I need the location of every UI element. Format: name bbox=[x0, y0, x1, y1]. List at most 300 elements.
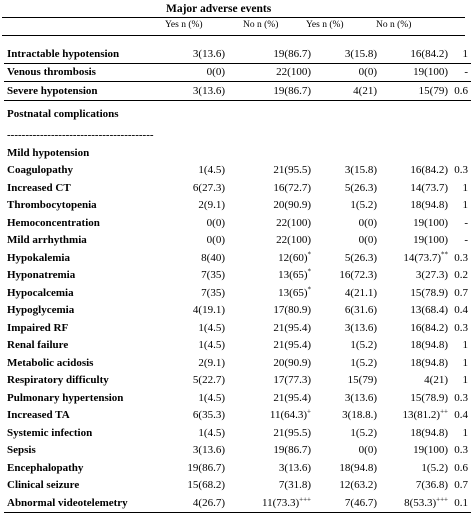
row-label bbox=[4, 232, 162, 250]
cell-no-2 bbox=[377, 100, 448, 127]
cell-no-1-text: 7(31.8) bbox=[278, 479, 311, 492]
cell-yes-1-text: 8(40) bbox=[201, 251, 225, 264]
cell-p-value-text: 1 bbox=[462, 181, 468, 194]
cell-p-value bbox=[448, 284, 471, 302]
cell-yes-1 bbox=[162, 389, 225, 407]
cell-no-1 bbox=[225, 372, 311, 390]
cell-no-1-text: 16(72.7) bbox=[273, 181, 311, 194]
cell-no-1 bbox=[225, 127, 311, 145]
cell-yes-2-text: 4(21) bbox=[353, 84, 377, 97]
cell-no-2 bbox=[377, 214, 448, 232]
cell-no-2 bbox=[377, 354, 448, 372]
row-label-text: Sepsis bbox=[7, 444, 36, 457]
cell-p-value-text: 0.3 bbox=[454, 251, 468, 264]
cell-yes-2-text: 12(63.2) bbox=[339, 479, 377, 492]
row-label-text: Respiratory difficulty bbox=[7, 374, 109, 387]
cell-p-value bbox=[448, 179, 471, 197]
cell-no-2-text: 18(94.8) bbox=[410, 426, 448, 439]
row-label bbox=[4, 319, 162, 337]
row-label bbox=[4, 372, 162, 390]
cell-no-1 bbox=[225, 249, 311, 267]
cell-yes-1 bbox=[162, 127, 225, 145]
footnote-marker: ++ bbox=[440, 407, 448, 416]
cell-no-2 bbox=[377, 424, 448, 442]
cell-no-2 bbox=[377, 45, 448, 63]
cell-yes-2-text: 0(0) bbox=[358, 444, 377, 457]
row-label-text: Coagulopathy bbox=[7, 164, 74, 177]
cell-no-2-text: 16(84.2) bbox=[410, 47, 448, 60]
row-label-text: Mild arrhythmia bbox=[7, 234, 87, 247]
cell-p-value bbox=[448, 63, 471, 82]
table-row bbox=[4, 144, 471, 162]
cell-no-2-text: 18(94.8) bbox=[410, 199, 448, 212]
cell-no-1-text: 11(73.3) bbox=[261, 496, 300, 509]
cell-yes-2 bbox=[311, 372, 377, 390]
row-label bbox=[4, 82, 162, 101]
cell-yes-2-text: 16(72.3) bbox=[339, 269, 377, 282]
cell-no-1 bbox=[225, 144, 311, 162]
cell-yes-2-text: 6(31.6) bbox=[344, 304, 377, 317]
table-row bbox=[4, 100, 471, 127]
row-label-text: Increased CT bbox=[7, 181, 71, 194]
cell-yes-2-text: 15(79) bbox=[347, 374, 377, 387]
cell-no-1-text: 21(95.4) bbox=[273, 339, 311, 352]
cell-p-value bbox=[448, 162, 471, 180]
row-label bbox=[4, 494, 162, 512]
row-label-text: Metabolic acidosis bbox=[7, 356, 94, 369]
table-row bbox=[4, 494, 471, 512]
cell-p-value bbox=[448, 214, 471, 232]
cell-no-2 bbox=[377, 267, 448, 285]
footnote-marker: ** bbox=[441, 250, 448, 259]
table-row bbox=[4, 424, 471, 442]
cell-yes-1 bbox=[162, 197, 225, 215]
row-label bbox=[4, 63, 162, 82]
cell-yes-2-text: 1(5.2) bbox=[350, 426, 377, 439]
cell-no-2-text: 19(100) bbox=[413, 216, 448, 229]
cell-no-1 bbox=[225, 179, 311, 197]
row-label bbox=[4, 144, 162, 162]
cell-yes-2-text: 3(18.8.) bbox=[342, 409, 377, 422]
cell-yes-2 bbox=[311, 214, 377, 232]
cell-no-2-text: 1(5.2) bbox=[421, 461, 448, 474]
table-row bbox=[4, 232, 471, 250]
cell-yes-2 bbox=[311, 424, 377, 442]
cell-no-2-text: 13(68.4) bbox=[410, 304, 448, 317]
cell-p-value-text: 0.7 bbox=[454, 479, 468, 492]
row-label bbox=[4, 477, 162, 495]
cell-no-1 bbox=[225, 459, 311, 477]
cell-no-2 bbox=[377, 284, 448, 302]
cell-no-2-text: 15(78.9) bbox=[410, 391, 448, 404]
cell-yes-1-text: 19(86.7) bbox=[187, 461, 225, 474]
col-header-yes-1: Yes n (%) bbox=[165, 20, 203, 30]
cell-yes-1 bbox=[162, 82, 225, 101]
cell-no-1 bbox=[225, 354, 311, 372]
table-row bbox=[4, 319, 471, 337]
cell-yes-2 bbox=[311, 319, 377, 337]
cell-yes-2 bbox=[311, 45, 377, 63]
cell-p-value-text: 1 bbox=[462, 374, 468, 387]
cell-no-1-text: 22(100) bbox=[276, 234, 311, 247]
cell-yes-2-text: 18(94.8) bbox=[339, 461, 377, 474]
table-row bbox=[4, 179, 471, 197]
cell-yes-2 bbox=[311, 337, 377, 355]
table-row bbox=[4, 267, 471, 285]
cell-no-2-text: 7(36.8) bbox=[415, 479, 448, 492]
cell-yes-1 bbox=[162, 407, 225, 425]
cell-no-2 bbox=[377, 249, 448, 267]
cell-p-value bbox=[448, 319, 471, 337]
cell-no-1-text: 20(90.9) bbox=[273, 199, 311, 212]
cell-yes-1 bbox=[162, 284, 225, 302]
cell-no-2 bbox=[377, 494, 448, 512]
row-label-text: Renal failure bbox=[7, 339, 69, 352]
row-label bbox=[4, 249, 162, 267]
footnote-marker: + bbox=[307, 407, 311, 416]
cell-yes-1 bbox=[162, 179, 225, 197]
row-label-text: Increased TA bbox=[7, 409, 70, 422]
cell-yes-2 bbox=[311, 197, 377, 215]
cell-p-value-text: 0.4 bbox=[454, 409, 468, 422]
row-label bbox=[4, 407, 162, 425]
cell-yes-1-text: 15(68.2) bbox=[187, 479, 225, 492]
cell-no-1 bbox=[225, 267, 311, 285]
cell-p-value bbox=[448, 407, 471, 425]
cell-yes-1-text: 2(9.1) bbox=[198, 199, 225, 212]
cell-no-1-text: 17(80.9) bbox=[273, 304, 311, 317]
cell-p-value-text: 1 bbox=[462, 199, 468, 212]
row-label-text: Hemoconcentration bbox=[7, 216, 100, 229]
cell-p-value-text: 1 bbox=[462, 426, 468, 439]
cell-no-1 bbox=[225, 82, 311, 101]
cell-no-1 bbox=[225, 337, 311, 355]
cell-yes-1 bbox=[162, 232, 225, 250]
row-label bbox=[4, 284, 162, 302]
cell-no-1 bbox=[225, 197, 311, 215]
table-row bbox=[4, 337, 471, 355]
cell-no-1 bbox=[225, 494, 311, 512]
cell-p-value bbox=[448, 267, 471, 285]
row-label-text: Hypokalemia bbox=[7, 251, 70, 264]
cell-yes-2 bbox=[311, 179, 377, 197]
cell-yes-2 bbox=[311, 162, 377, 180]
row-label-text: Mild hypotension bbox=[7, 146, 90, 159]
cell-no-2 bbox=[377, 144, 448, 162]
cell-yes-1 bbox=[162, 214, 225, 232]
cell-no-2-text: 19(100) bbox=[413, 444, 448, 457]
table-row bbox=[4, 162, 471, 180]
cell-yes-1-text: 3(13.6) bbox=[192, 84, 225, 97]
cell-yes-2 bbox=[311, 477, 377, 495]
cell-yes-2 bbox=[311, 100, 377, 127]
cell-no-1 bbox=[225, 162, 311, 180]
cell-no-1-text: 11(64.3) bbox=[269, 409, 308, 422]
cell-yes-2 bbox=[311, 249, 377, 267]
row-label bbox=[4, 424, 162, 442]
cell-no-1 bbox=[225, 302, 311, 320]
cell-no-1-text: 3(13.6) bbox=[278, 461, 311, 474]
cell-p-value-text: - bbox=[464, 234, 468, 247]
cell-p-value-text: 1 bbox=[462, 356, 468, 369]
row-label bbox=[4, 337, 162, 355]
cell-p-value-text: 0.3 bbox=[454, 444, 468, 457]
cell-no-1 bbox=[225, 407, 311, 425]
cell-yes-2-text: 4(21.1) bbox=[344, 286, 377, 299]
cell-no-1-text: 12(60) bbox=[278, 251, 308, 264]
cell-yes-2-text: 0(0) bbox=[358, 234, 377, 247]
cell-no-2 bbox=[377, 477, 448, 495]
cell-no-2 bbox=[377, 63, 448, 82]
cell-yes-1 bbox=[162, 354, 225, 372]
cell-no-2 bbox=[377, 407, 448, 425]
cell-yes-1 bbox=[162, 100, 225, 127]
row-label bbox=[4, 389, 162, 407]
row-label bbox=[4, 100, 162, 127]
cell-yes-1-text: 7(35) bbox=[201, 269, 225, 282]
row-label-text: Intractable hypotension bbox=[7, 47, 120, 60]
cell-p-value-text: - bbox=[464, 216, 468, 229]
row-label bbox=[4, 302, 162, 320]
table-row bbox=[4, 197, 471, 215]
table-row bbox=[4, 63, 471, 82]
cell-no-2-text: 19(100) bbox=[413, 234, 448, 247]
cell-p-value-text: 0.6 bbox=[454, 84, 468, 97]
cell-no-2 bbox=[377, 337, 448, 355]
cell-yes-1 bbox=[162, 424, 225, 442]
cell-yes-2 bbox=[311, 232, 377, 250]
cell-no-2 bbox=[377, 82, 448, 101]
cell-yes-2 bbox=[311, 63, 377, 82]
cell-no-2-text: 13(81.2) bbox=[402, 409, 441, 422]
row-label bbox=[4, 267, 162, 285]
cell-no-1-text: 20(90.9) bbox=[273, 356, 311, 369]
cell-yes-2-text: 3(15.8) bbox=[344, 164, 377, 177]
cell-no-2 bbox=[377, 459, 448, 477]
cell-p-value-text: - bbox=[464, 66, 468, 79]
cell-yes-2 bbox=[311, 144, 377, 162]
cell-yes-2 bbox=[311, 127, 377, 145]
table-row bbox=[4, 284, 471, 302]
cell-yes-2-text: 1(5.2) bbox=[350, 356, 377, 369]
cell-no-1 bbox=[225, 477, 311, 495]
cell-yes-2 bbox=[311, 442, 377, 460]
cell-no-1-text: 19(86.7) bbox=[273, 444, 311, 457]
table-row bbox=[4, 477, 471, 495]
cell-no-1-text: 22(100) bbox=[276, 216, 311, 229]
row-label bbox=[4, 179, 162, 197]
header-top-rule bbox=[2, 17, 465, 18]
adverse-events-table bbox=[4, 45, 471, 513]
cell-yes-1 bbox=[162, 319, 225, 337]
table-row bbox=[4, 127, 471, 145]
cell-yes-2 bbox=[311, 82, 377, 101]
row-label-text: Postnatal complications bbox=[7, 107, 119, 120]
cell-yes-1 bbox=[162, 442, 225, 460]
cell-yes-1-text: 4(19.1) bbox=[192, 304, 225, 317]
cell-no-2-text: 19(100) bbox=[413, 66, 448, 79]
row-label-text: Encephalopathy bbox=[7, 461, 84, 474]
cell-p-value-text: 0.2 bbox=[454, 269, 468, 282]
cell-p-value-text: 0.1 bbox=[454, 496, 468, 509]
cell-yes-1-text: 6(27.3) bbox=[192, 181, 225, 194]
cell-p-value bbox=[448, 477, 471, 495]
cell-yes-1 bbox=[162, 267, 225, 285]
row-label bbox=[4, 197, 162, 215]
cell-p-value bbox=[448, 442, 471, 460]
cell-yes-2-text: 3(13.6) bbox=[344, 391, 377, 404]
cell-no-1-text: 19(86.7) bbox=[273, 84, 311, 97]
cell-no-1 bbox=[225, 389, 311, 407]
cell-yes-2 bbox=[311, 302, 377, 320]
cell-p-value bbox=[448, 459, 471, 477]
footnote-marker: * bbox=[307, 267, 311, 276]
cell-p-value bbox=[448, 354, 471, 372]
cell-no-2 bbox=[377, 442, 448, 460]
cell-p-value-text: 0.4 bbox=[454, 304, 468, 317]
cell-no-2-text: 16(84.2) bbox=[410, 321, 448, 334]
row-label bbox=[4, 354, 162, 372]
cell-yes-1-text: 3(13.6) bbox=[192, 444, 225, 457]
cell-no-2-text: 8(53.3) bbox=[404, 496, 437, 509]
cell-p-value bbox=[448, 494, 471, 512]
cell-yes-1-text: 0(0) bbox=[206, 234, 225, 247]
footnote-marker: +++ bbox=[436, 495, 448, 504]
cell-p-value-text: 1 bbox=[462, 339, 468, 352]
row-label-text: ---------------------------------------- bbox=[7, 129, 154, 142]
cell-no-2 bbox=[377, 197, 448, 215]
table-row bbox=[4, 442, 471, 460]
cell-p-value bbox=[448, 100, 471, 127]
cell-yes-2-text: 0(0) bbox=[358, 66, 377, 79]
cell-yes-1 bbox=[162, 45, 225, 63]
cell-yes-2 bbox=[311, 389, 377, 407]
footnote-marker: +++ bbox=[299, 495, 311, 504]
cell-p-value-text: 0.3 bbox=[454, 321, 468, 334]
cell-no-2 bbox=[377, 232, 448, 250]
cell-p-value bbox=[448, 249, 471, 267]
cell-yes-1 bbox=[162, 63, 225, 82]
cell-no-1-text: 21(95.4) bbox=[273, 321, 311, 334]
cell-p-value bbox=[448, 302, 471, 320]
table-row bbox=[4, 459, 471, 477]
col-header-no-2: No n (%) bbox=[376, 20, 412, 30]
cell-no-1-text: 21(95.5) bbox=[273, 164, 311, 177]
cell-no-1-text: 21(95.5) bbox=[273, 426, 311, 439]
cell-yes-1 bbox=[162, 372, 225, 390]
row-label-text: Systemic infection bbox=[7, 426, 93, 439]
cell-no-2 bbox=[377, 389, 448, 407]
cell-p-value bbox=[448, 232, 471, 250]
cell-yes-2-text: 1(5.2) bbox=[350, 339, 377, 352]
table-row bbox=[4, 372, 471, 390]
cell-no-2 bbox=[377, 302, 448, 320]
cell-yes-2-text: 0(0) bbox=[358, 216, 377, 229]
cell-yes-2-text: 1(5.2) bbox=[350, 199, 377, 212]
cell-p-value bbox=[448, 372, 471, 390]
cell-no-1 bbox=[225, 214, 311, 232]
cell-no-1-text: 21(95.4) bbox=[273, 391, 311, 404]
cell-no-2-text: 18(94.8) bbox=[410, 356, 448, 369]
cell-p-value-text: 0.7 bbox=[454, 286, 468, 299]
cell-p-value bbox=[448, 197, 471, 215]
row-label-text: Hypoglycemia bbox=[7, 304, 75, 317]
table-row bbox=[4, 82, 471, 101]
cell-yes-2 bbox=[311, 494, 377, 512]
table-row bbox=[4, 389, 471, 407]
cell-yes-1 bbox=[162, 302, 225, 320]
cell-yes-1 bbox=[162, 494, 225, 512]
cell-yes-1-text: 4(26.7) bbox=[192, 496, 225, 509]
cell-no-2 bbox=[377, 319, 448, 337]
cell-yes-1-text: 0(0) bbox=[206, 66, 225, 79]
cell-yes-1-text: 3(13.6) bbox=[192, 47, 225, 60]
table-row bbox=[4, 354, 471, 372]
cell-no-2 bbox=[377, 162, 448, 180]
table-row bbox=[4, 45, 471, 63]
cell-yes-2-text: 3(15.8) bbox=[344, 47, 377, 60]
cell-yes-2-text: 7(46.7) bbox=[344, 496, 377, 509]
cell-yes-2 bbox=[311, 407, 377, 425]
row-label bbox=[4, 162, 162, 180]
cell-yes-1-text: 5(22.7) bbox=[192, 374, 225, 387]
row-label bbox=[4, 459, 162, 477]
table-title: Major adverse events bbox=[166, 3, 272, 15]
row-label-text: Abnormal videotelemetry bbox=[7, 496, 128, 509]
cell-no-1-text: 19(86.7) bbox=[273, 47, 311, 60]
cell-p-value bbox=[448, 337, 471, 355]
table-row bbox=[4, 214, 471, 232]
row-label-text: Pulmonary hypertension bbox=[7, 391, 124, 404]
cell-yes-2-text: 5(26.3) bbox=[344, 181, 377, 194]
cell-no-1-text: 13(65) bbox=[278, 269, 308, 282]
cell-p-value bbox=[448, 144, 471, 162]
cell-no-2-text: 18(94.8) bbox=[410, 339, 448, 352]
cell-no-1 bbox=[225, 45, 311, 63]
cell-yes-2-text: 5(26.3) bbox=[344, 251, 377, 264]
cell-no-1 bbox=[225, 284, 311, 302]
cell-p-value bbox=[448, 45, 471, 63]
cell-p-value-text: 0.3 bbox=[454, 164, 468, 177]
cell-yes-1-text: 7(35) bbox=[201, 286, 225, 299]
cell-yes-2 bbox=[311, 354, 377, 372]
row-label-text: Venous thrombosis bbox=[7, 66, 96, 79]
table-row bbox=[4, 407, 471, 425]
cell-no-1 bbox=[225, 319, 311, 337]
cell-yes-1-text: 1(4.5) bbox=[198, 426, 225, 439]
cell-no-1 bbox=[225, 442, 311, 460]
cell-yes-1-text: 1(4.5) bbox=[198, 391, 225, 404]
cell-no-1 bbox=[225, 63, 311, 82]
cell-no-1-text: 13(65) bbox=[278, 286, 308, 299]
cell-yes-1-text: 6(35.3) bbox=[192, 409, 225, 422]
cell-yes-1 bbox=[162, 337, 225, 355]
cell-yes-1-text: 1(4.5) bbox=[198, 339, 225, 352]
cell-yes-2-text: 3(13.6) bbox=[344, 321, 377, 334]
cell-no-2-text: 15(78.9) bbox=[410, 286, 448, 299]
header-bottom-rule bbox=[2, 35, 465, 36]
cell-p-value bbox=[448, 82, 471, 101]
row-label-text: Hypocalcemia bbox=[7, 286, 74, 299]
cell-yes-2 bbox=[311, 459, 377, 477]
footnote-marker: * bbox=[307, 250, 311, 259]
cell-no-2-text: 16(84.2) bbox=[410, 164, 448, 177]
cell-p-value-text: 0.3 bbox=[454, 391, 468, 404]
cell-no-2 bbox=[377, 372, 448, 390]
cell-yes-1-text: 0(0) bbox=[206, 216, 225, 229]
row-label bbox=[4, 45, 162, 63]
row-label-text: Hyponatremia bbox=[7, 269, 76, 282]
